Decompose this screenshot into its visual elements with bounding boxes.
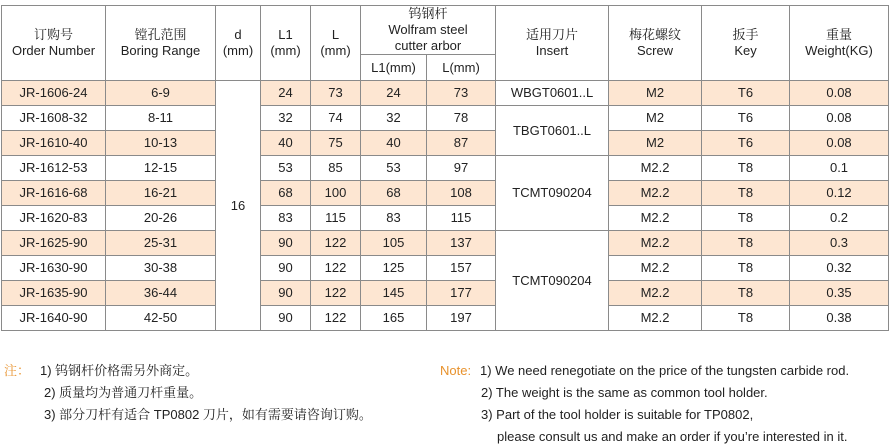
order-number-cell: JR-1630-90 <box>2 256 106 281</box>
l1-cell: 90 <box>261 256 311 281</box>
header-screw: 梅花螺纹 Screw <box>609 6 702 81</box>
boring-range-cell: 30-38 <box>106 256 216 281</box>
arbor-l-cell: 97 <box>427 156 496 181</box>
l1-cell: 90 <box>261 231 311 256</box>
key-cell: T6 <box>702 106 790 131</box>
boring-range-cell: 20-26 <box>106 206 216 231</box>
arbor-l-cell: 137 <box>427 231 496 256</box>
table-row <box>2 256 889 281</box>
header-d: d (mm) <box>216 6 261 81</box>
order-number-cell: JR-1610-40 <box>2 131 106 156</box>
order-number-cell: JR-1608-32 <box>2 106 106 131</box>
screw-cell: M2 <box>609 81 702 106</box>
table-row <box>2 156 889 181</box>
note-line <box>4 360 434 382</box>
arbor-l1-cell: 40 <box>361 131 427 156</box>
order-number-cell: JR-1640-90 <box>2 306 106 331</box>
table-row <box>2 131 889 156</box>
screw-cell: M2 <box>609 106 702 131</box>
key-cell: T8 <box>702 256 790 281</box>
table-row <box>2 106 889 131</box>
note-tag: 注： <box>4 363 31 378</box>
key-cell: T6 <box>702 81 790 106</box>
key-cell: T8 <box>702 181 790 206</box>
arbor-l-cell: 87 <box>427 131 496 156</box>
arbor-l1-cell: 32 <box>361 106 427 131</box>
arbor-l1-cell: 83 <box>361 206 427 231</box>
weight-cell: 0.08 <box>790 131 889 156</box>
weight-cell: 0.12 <box>790 181 889 206</box>
l-cell: 122 <box>311 256 361 281</box>
l-cell: 122 <box>311 231 361 256</box>
note-tag: Note: <box>440 363 472 378</box>
spec-table <box>1 5 889 331</box>
l1-cell: 32 <box>261 106 311 131</box>
arbor-l1-cell: 53 <box>361 156 427 181</box>
screw-cell: M2.2 <box>609 206 702 231</box>
note-text: 3) 部分刀杆有适合 TP0802 刀片，如有需要请咨询订购。 <box>44 407 372 422</box>
table-row <box>2 306 889 331</box>
insert-cell: TCMT090204 <box>496 231 609 331</box>
weight-cell: 0.08 <box>790 81 889 106</box>
order-number-cell: JR-1612-53 <box>2 156 106 181</box>
l1-cell: 24 <box>261 81 311 106</box>
note-line <box>440 426 888 448</box>
table-row <box>2 206 889 231</box>
header-order-number: 订购号 Order Number <box>2 6 106 81</box>
key-cell: T8 <box>702 156 790 181</box>
order-number-cell: JR-1620-83 <box>2 206 106 231</box>
note-text: 2) 质量均为普通刀杆重量。 <box>44 385 203 400</box>
weight-cell: 0.2 <box>790 206 889 231</box>
weight-cell: 0.35 <box>790 281 889 306</box>
key-cell: T8 <box>702 206 790 231</box>
l1-cell: 90 <box>261 306 311 331</box>
note-line <box>440 382 888 404</box>
l1-cell: 90 <box>261 281 311 306</box>
insert-cell: TBGT0601..L <box>496 106 609 156</box>
key-cell: T6 <box>702 131 790 156</box>
table-row <box>2 81 889 106</box>
note-line <box>440 404 888 426</box>
order-number-cell: JR-1625-90 <box>2 231 106 256</box>
l-cell: 85 <box>311 156 361 181</box>
note-line <box>4 382 434 404</box>
note-line <box>4 404 434 426</box>
arbor-l-cell: 73 <box>427 81 496 106</box>
screw-cell: M2.2 <box>609 181 702 206</box>
table-row <box>2 281 889 306</box>
notes-chinese <box>4 360 434 426</box>
boring-range-cell: 6-9 <box>106 81 216 106</box>
header-boring-range: 镗孔范围 Boring Range <box>106 6 216 81</box>
header-arbor-l: L(mm) <box>427 55 496 81</box>
weight-cell: 0.32 <box>790 256 889 281</box>
screw-cell: M2.2 <box>609 256 702 281</box>
d-value-cell: 16 <box>216 81 261 331</box>
weight-cell: 0.1 <box>790 156 889 181</box>
screw-cell: M2.2 <box>609 231 702 256</box>
note-text: please consult us and make an order if you’re interested in it. <box>497 429 848 444</box>
screw-cell: M2.2 <box>609 156 702 181</box>
header-weight: 重量 Weight(KG) <box>790 6 889 81</box>
header-insert: 适用刀片 Insert <box>496 6 609 81</box>
screw-cell: M2 <box>609 131 702 156</box>
boring-range-cell: 36-44 <box>106 281 216 306</box>
boring-range-cell: 10-13 <box>106 131 216 156</box>
order-number-cell: JR-1635-90 <box>2 281 106 306</box>
arbor-l-cell: 177 <box>427 281 496 306</box>
arbor-l1-cell: 68 <box>361 181 427 206</box>
boring-range-cell: 12-15 <box>106 156 216 181</box>
header-l: L (mm) <box>311 6 361 81</box>
arbor-l1-cell: 165 <box>361 306 427 331</box>
header-arbor-l1: L1(mm) <box>361 55 427 81</box>
l-cell: 75 <box>311 131 361 156</box>
boring-range-cell: 16-21 <box>106 181 216 206</box>
header-key: 扳手 Key <box>702 6 790 81</box>
insert-cell: WBGT0601..L <box>496 81 609 106</box>
key-cell: T8 <box>702 231 790 256</box>
order-number-cell: JR-1616-68 <box>2 181 106 206</box>
l-cell: 74 <box>311 106 361 131</box>
weight-cell: 0.3 <box>790 231 889 256</box>
l-cell: 115 <box>311 206 361 231</box>
arbor-l-cell: 108 <box>427 181 496 206</box>
arbor-l1-cell: 145 <box>361 281 427 306</box>
table-row <box>2 181 889 206</box>
order-number-cell: JR-1606-24 <box>2 81 106 106</box>
arbor-l-cell: 197 <box>427 306 496 331</box>
key-cell: T8 <box>702 281 790 306</box>
arbor-l1-cell: 105 <box>361 231 427 256</box>
boring-range-cell: 8-11 <box>106 106 216 131</box>
l1-cell: 68 <box>261 181 311 206</box>
boring-range-cell: 25-31 <box>106 231 216 256</box>
l-cell: 100 <box>311 181 361 206</box>
l1-cell: 83 <box>261 206 311 231</box>
key-cell: T8 <box>702 306 790 331</box>
arbor-l1-cell: 24 <box>361 81 427 106</box>
table-row <box>2 231 889 256</box>
arbor-l-cell: 78 <box>427 106 496 131</box>
arbor-l-cell: 115 <box>427 206 496 231</box>
header-l1: L1 (mm) <box>261 6 311 81</box>
l-cell: 122 <box>311 306 361 331</box>
weight-cell: 0.38 <box>790 306 889 331</box>
screw-cell: M2.2 <box>609 281 702 306</box>
note-text: 1) We need renegotiate on the price of the tungsten carbide rod. <box>480 363 850 378</box>
notes-english <box>440 360 888 448</box>
l1-cell: 53 <box>261 156 311 181</box>
screw-cell: M2.2 <box>609 306 702 331</box>
boring-range-cell: 42-50 <box>106 306 216 331</box>
l1-cell: 40 <box>261 131 311 156</box>
arbor-l-cell: 157 <box>427 256 496 281</box>
note-text: 3) Part of the tool holder is suitable for TP0802, <box>481 407 754 422</box>
insert-cell: TCMT090204 <box>496 156 609 231</box>
arbor-l1-cell: 125 <box>361 256 427 281</box>
header-arbor: 钨钢杆 Wolfram steel cutter arbor <box>361 6 496 55</box>
note-text: 2) The weight is the same as common tool holder. <box>481 385 768 400</box>
weight-cell: 0.08 <box>790 106 889 131</box>
note-text: 1) 钨钢杆价格需另外商定。 <box>40 363 199 378</box>
l-cell: 73 <box>311 81 361 106</box>
note-line <box>440 360 888 382</box>
l-cell: 122 <box>311 281 361 306</box>
